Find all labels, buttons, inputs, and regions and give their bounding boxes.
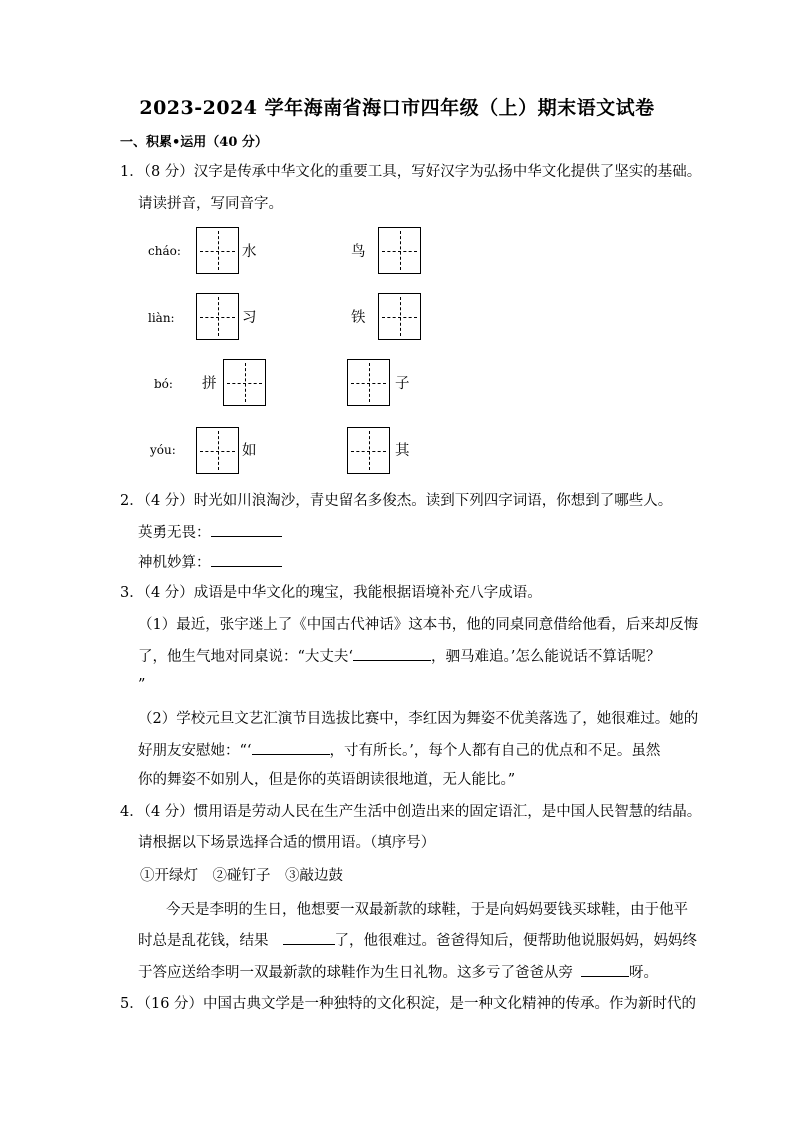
q3-part1-line: [138, 646, 660, 667]
text: 了，他很难过。爸爸得知后，便帮助他说服妈妈，妈妈终: [334, 933, 697, 949]
text: ，驷马难追。’怎么能说话不算话呢？: [431, 649, 661, 665]
character: 鸟: [351, 244, 366, 260]
q2-item: [138, 552, 282, 573]
answer-blank[interactable]: [283, 930, 335, 945]
q4-stem: 4．（4 分）惯用语是劳动人民在生产生活中创造出来的固定语汇，是中国人民智慧的结晶。: [120, 804, 702, 820]
answer-blank[interactable]: [211, 552, 282, 567]
pinyin-label: yóu:: [150, 443, 176, 457]
pinyin-label: cháo:: [148, 244, 181, 258]
text: 于答应送给李明一双最新款的球鞋作为生日礼物。这多亏了爸爸从旁: [138, 965, 573, 981]
q2-label: 英勇无畏：: [138, 525, 211, 541]
text: 呀。: [629, 965, 658, 981]
writing-box[interactable]: [196, 427, 239, 474]
writing-box[interactable]: [378, 227, 421, 274]
writing-box[interactable]: [196, 293, 239, 340]
writing-box[interactable]: [347, 359, 390, 406]
q2-item: [138, 522, 282, 543]
q5-stem: 5．（16 分）中国古典文学是一种独特的文化积淀，是一种文化精神的传承。作为新时代的: [120, 996, 697, 1012]
character: 其: [395, 443, 410, 459]
text: 好朋友安慰她：“‘: [138, 743, 252, 759]
answer-blank[interactable]: [581, 962, 629, 977]
q1-stem: 1．（8 分）汉字是传承中华文化的重要工具，写好汉字为弘扬中华文化提供了坚实的基础。: [120, 164, 702, 180]
character: 拼: [202, 376, 217, 392]
exam-title: 2023-2024 学年海南省海口市四年级（上）期末语文试卷: [139, 97, 655, 119]
character: 子: [395, 376, 410, 392]
q4-paragraph-line: 今天是李明的生日，他想要一双最新款的球鞋，于是向妈妈要钱买球鞋，由于他平: [166, 902, 688, 918]
character: 水: [242, 244, 257, 260]
q4-options: ①开绿灯 ②碰钉子 ③敲边鼓: [140, 868, 343, 884]
writing-box[interactable]: [347, 427, 390, 474]
q4-paragraph-line: [138, 962, 658, 983]
pinyin-label: liàn:: [148, 311, 175, 325]
q4-paragraph-line: [138, 930, 697, 951]
q2-label: 神机妙算：: [138, 555, 211, 571]
q3-part1-line: （1）最近，张宇迷上了《中国古代神话》这本书，他的同桌同意借给他看，后来却反悔: [138, 617, 699, 633]
text: ，寸有所长。’，每个人都有自己的优点和不足。虽然: [329, 743, 661, 759]
answer-blank[interactable]: [211, 522, 282, 537]
q3-part2-line: 你的舞姿不如别人，但是你的英语朗读很地道，无人能比。”: [138, 772, 516, 788]
q4-instruction: 请根据以下场景选择合适的惯用语。（填序号）: [138, 835, 436, 851]
character: 习: [242, 310, 257, 326]
answer-blank[interactable]: [252, 740, 330, 755]
q3-part2-line: [138, 740, 660, 761]
q1-instruction: 请读拼音，写同音字。: [138, 196, 283, 212]
q3-stem: 3．（4 分）成语是中华文化的瑰宝，我能根据语境补充八字成语。: [120, 585, 542, 601]
character: 铁: [351, 310, 366, 326]
q3-part2-line: （2）学校元旦文艺汇演节目选拔比赛中，李红因为舞姿不优美落选了，她很难过。她的: [138, 711, 699, 727]
section-heading: 一、积累•运用（40 分）: [120, 135, 268, 150]
answer-blank[interactable]: [353, 646, 431, 661]
q2-stem: 2．（4 分）时光如川浪淘沙，青史留名多俊杰。读到下列四字词语，你想到了哪些人。: [120, 493, 673, 509]
character: 如: [242, 443, 257, 459]
writing-box[interactable]: [378, 293, 421, 340]
text: 时总是乱花钱，结果: [138, 933, 269, 949]
closing-quote: ”: [138, 677, 146, 693]
writing-box[interactable]: [196, 227, 239, 274]
text: 了，他生气地对同桌说：“大丈夫‘: [138, 649, 354, 665]
writing-box[interactable]: [223, 359, 266, 406]
pinyin-label: bó:: [154, 377, 173, 391]
